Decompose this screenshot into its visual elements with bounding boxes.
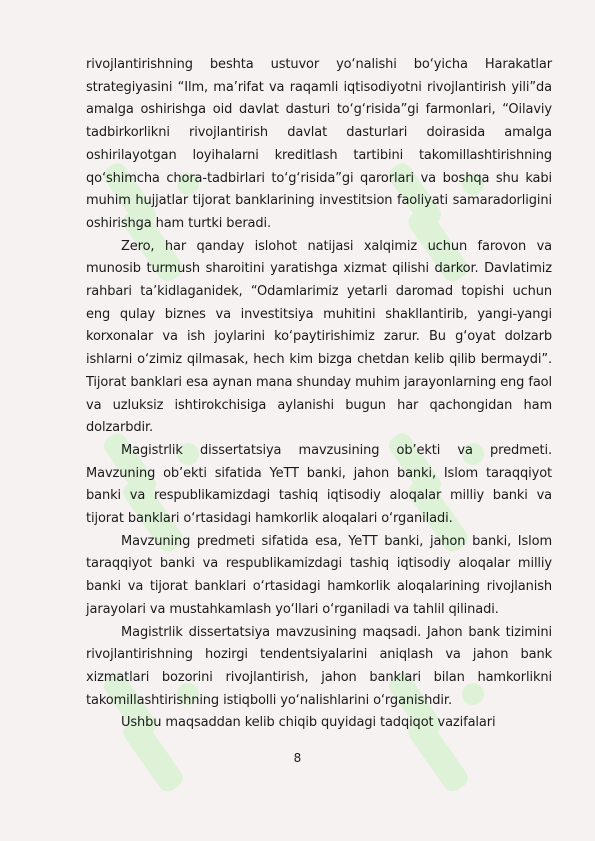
paragraph: Zero, har qanday islohot natijasi xalqimiz uchun farovon va munosib turmush sharoitini yaratishga xizmat qilishi darkor. Davlatimiz rahbari ta’kidlaganidek, “Odamlarimiz yetarli daromad topishi uchun eng qulay biznes va investitsiya muhitini shakllantirib, yangi-yangi korxonalar va ish joylarini ko‘paytirishimiz zarur. Bu g‘oyat dolzarb ishlarni o‘zimiz qilmasak, hech kim bizga chetdan kelib qilib bermaydi”. Tijorat banklari esa aynan mana shunday muhim jarayonlarning eng faol va uzluksiz ishtirokchisiga aylanishi bugun har qachongidan ham dolzarbdir. [86, 238, 552, 436]
paragraph: Mavzuning predmeti sifatida esa, YeTT banki, jahon banki, Islom taraqqiyot banki va respublikamizdagi tashiq iqtisodiy aloqalar milliy banki va tijorat banklari o‘rtasidagi hamkorlik aloqalarining rivojlanish jarayolari va mustahkamlash yo‘llari o‘rganiladi va tahlil qilinadi. [86, 533, 552, 617]
paragraph: Magistrlik dissertatsiya mavzusining ob’ekti va predmeti. Mavzuning ob’ekti sifatida YeTT banki, jahon banki, Islom taraqqiyot banki va respublikamizdagi tashiq iqtisodiy aloqalar milliy banki va tijorat banklari o‘rtasidagi hamkorlik aloqalari o‘rganiladi. [86, 442, 552, 527]
page-number: 8 [293, 751, 302, 765]
paragraph-continuation: rivojlantirishning beshta ustuvor yo‘nalishi bo‘yicha Harakatlar strategiyasini “Ilm, ma’rifat va raqamli iqtisodiyotni rivojlantirish yili”da amalga oshirishga oid davlat dasturi to‘g‘risida”gi farmonlari, “Oilaviy tadbirkorlikni rivojlantirish davlat dasturlari doirasida amalga oshirilayotgan loyihalarni kreditlash tartibini takomillashtirishning qo‘shimcha chora-tadbirlari to‘g‘risida”gi qarorlari va boshqa shu kabi muhim hujjatlar tijorat banklarining investitsion faoliyati samaradorligini oshirishga ham turtki beradi. [86, 57, 552, 231]
body-text [86, 54, 552, 735]
paragraph: Magistrlik dissertatsiya mavzusining maqsadi. Jahon bank tizimini rivojlantirishning hozirgi tendentsiyalarini aniqlash va jahon bank xizmatlari bozorini rivojlantirish, jahon banklari bilan hamkorlikni takomillashtirishning istiqbolli yo‘nalishlarini o‘rganishdir. [86, 624, 552, 708]
paragraph: Ushbu maqsaddan kelib chiqib quyidagi tadqiqot vazifalari [121, 715, 496, 731]
